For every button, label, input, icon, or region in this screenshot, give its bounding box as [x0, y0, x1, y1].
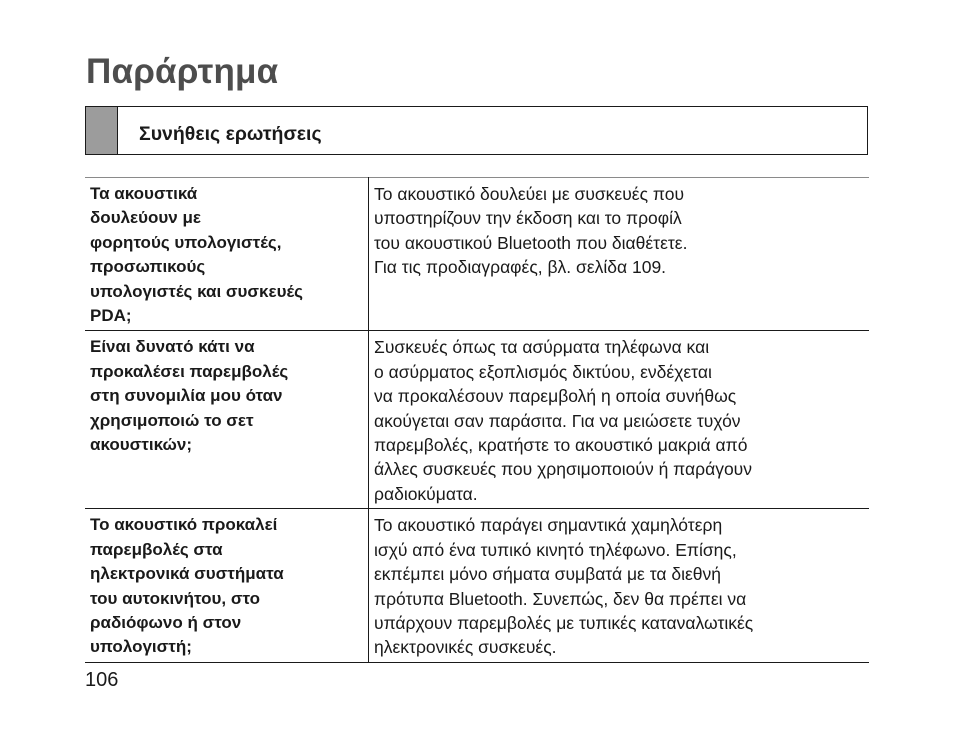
faq-question-line: ηλεκτρονικά συστήματα: [90, 564, 284, 584]
faq-answer-line: να προκαλέσουν παρεμβολή η οποία συνήθως: [374, 386, 737, 407]
faq-question-line: φορητούς υπολογιστές,: [90, 232, 282, 252]
faq-question-line: προκαλέσει παρεμβολές: [90, 361, 289, 381]
faq-question-line: του αυτοκινήτου, στο: [90, 588, 260, 608]
faq-question-line: παρεμβολές στα: [90, 539, 223, 559]
page-title: Παράρτημα: [86, 52, 279, 91]
faq-question-line: δουλεύουν με: [90, 208, 201, 228]
faq-answer-line: ακούγεται σαν παράσιτα. Για να μειώσετε τυχόν: [374, 410, 741, 431]
faq-answer-line: Το ακουστικό παράγει σημαντικά χαμηλότερη: [374, 515, 723, 536]
section-marker-block: [86, 107, 118, 154]
faq-question-line: στη συνομιλία μου όταν: [90, 386, 283, 406]
faq-question-line: Τα ακουστικά: [90, 184, 198, 203]
faq-answer-line: του ακουστικού Bluetooth που διαθέτετε.: [374, 232, 688, 253]
faq-question-line: Το ακουστικό προκαλεί: [90, 515, 278, 535]
section-header: [85, 106, 868, 155]
faq-table-body: [85, 178, 869, 663]
page-number: 106: [85, 669, 119, 691]
faq-question-line: προσωπικούς: [90, 257, 206, 277]
faq-answer-line: ο ασύρματος εξοπλισμός δικτύου, ενδέχεται: [374, 361, 712, 382]
faq-answer-line: πρότυπα Bluetooth. Συνεπώς, δεν θα πρέπει να: [374, 588, 747, 609]
faq-question: [85, 331, 369, 509]
faq-question-line: PDA;: [90, 306, 132, 326]
faq-table: [85, 177, 869, 663]
faq-question-line: ακουστικών;: [90, 435, 192, 455]
faq-answer-line: υπάρχουν παρεμβολές με τυπικές καταναλωτικές: [374, 612, 754, 633]
faq-answer-line: ηλεκτρονικές συσκευές.: [374, 637, 557, 658]
faq-question-line: χρησιμοποιώ το σετ: [90, 410, 254, 430]
faq-answer-line: Συσκευές όπως τα ασύρματα τηλέφωνα και: [374, 337, 710, 358]
faq-question: [85, 509, 369, 662]
faq-question: [85, 178, 369, 331]
faq-answer-line: εκπέμπει μόνο σήματα συμβατά με τα διεθνή: [374, 564, 721, 585]
faq-answer-line: ραδιοκύματα.: [374, 483, 478, 504]
faq-question-line: υπολογιστές και συσκευές: [90, 281, 303, 301]
faq-answer-line: άλλες συσκευές που χρησιμοποιούν ή παράγουν: [374, 459, 753, 480]
faq-answer-line: Για τις προδιαγραφές, βλ. σελίδα 109.: [374, 257, 667, 278]
faq-answer-line: υποστηρίζουν την έκδοση και το προφίλ: [374, 208, 682, 229]
faq-row: [85, 509, 869, 662]
section-title: Συνήθεις ερωτήσεις: [139, 122, 322, 145]
faq-answer: [369, 509, 870, 662]
faq-question-line: Είναι δυνατό κάτι να: [90, 337, 255, 357]
faq-answer: [369, 178, 870, 331]
faq-answer-line: παρεμβολές, κρατήστε το ακουστικό μακριά από: [374, 435, 748, 456]
faq-question-line: υπολογιστή;: [90, 637, 192, 657]
faq-answer-line: Το ακουστικό δουλεύει με συσκευές που: [374, 184, 685, 204]
faq-answer-line: ισχύ από ένα τυπικό κινητό τηλέφωνο. Επίσης,: [374, 539, 737, 560]
faq-row: [85, 178, 869, 331]
faq-answer: [369, 331, 870, 509]
faq-row: [85, 331, 869, 509]
faq-question-line: ραδιόφωνο ή στον: [90, 612, 242, 632]
